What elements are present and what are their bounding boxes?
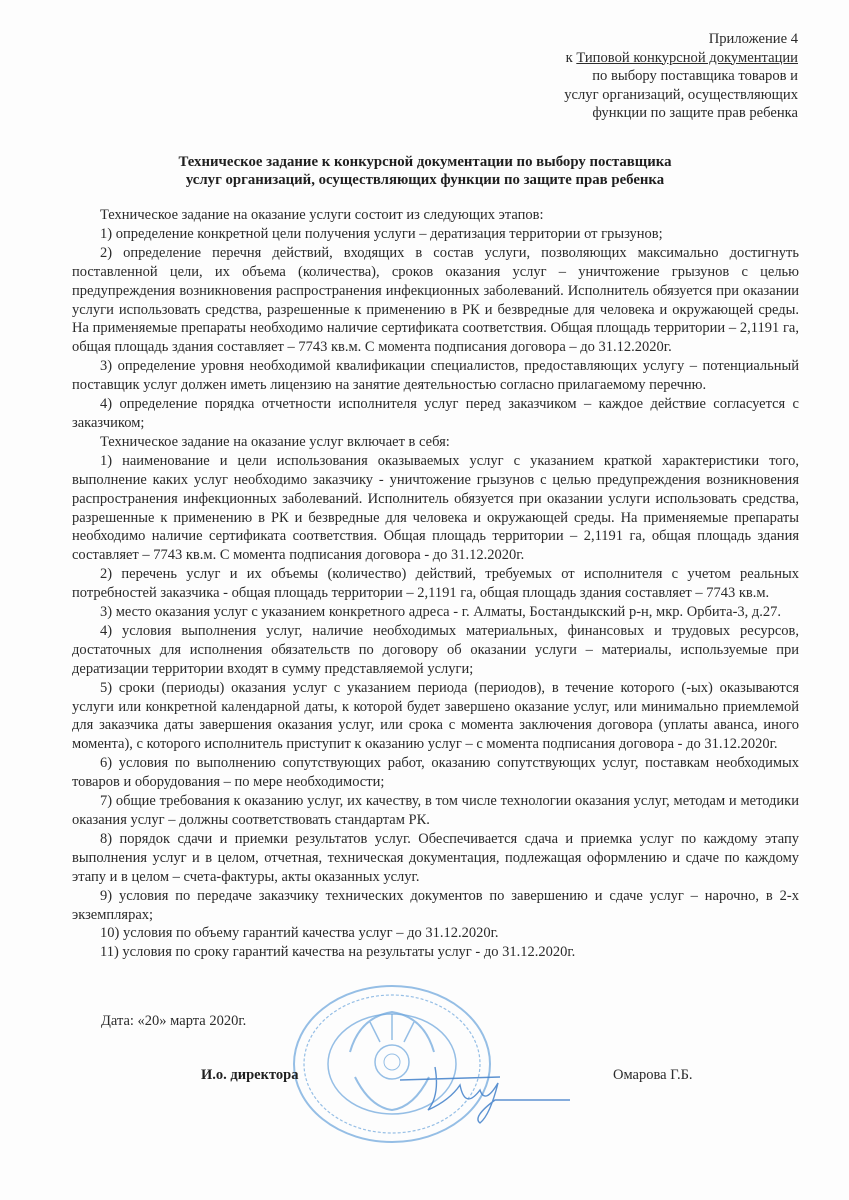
appendix-prefix: к [565,49,577,66]
paragraph: 2) перечень услуг и их объемы (количество) действий, требуемых от исполнителя с учетом реальных потребностей заказчика - общая площадь территории – 2,1191 га, общая площадь здания составляет – 7743 кв.м. [72,566,799,602]
appendix-line: услуг организаций, осуществляющих [564,86,798,103]
title-line: Техническое задание к конкурсной документации по выбору поставщика [178,154,672,170]
appendix-line [564,49,798,68]
paragraph: 3) определение уровня необходимой квалификации специалистов, предоставляющих услугу – потенциальный поставщик услуг должен иметь лицензию на занятие деятельностью согласно прилагаемому перечню. [72,358,799,394]
paragraph: 10) условия по объему гарантий качества услуг – до 31.12.2020г. [100,925,499,942]
document-title [100,153,750,189]
paragraph: 6) условия по выполнению сопутствующих работ, оказанию сопутствующих услуг, поставкам необходимых товаров и оборудования – по мере необходимости; [72,755,799,791]
paragraph: 1) наименование и цели использования оказываемых услуг с указанием краткой характеристики того, выполнение каких услуг необходимо заказчику - уничтожение грызунов с целью предупреждения возникновения распространения инфекционных заболеваний. Исполнитель обязуется при оказании услуги использовать средства, разрешенные к применению в РК и безвредные для человека и окружающей среды. На применяемые препараты необходимо наличие сертификата соответствия. Общая площадь территории – 2,1191 га, общая площадь здания составляет – 7743 кв.м. С момента подписания договора - до 31.12.2020г. [72,452,799,564]
appendix-link-text: Типовой конкурсной документации [576,49,798,66]
document-date: Дата: «20» марта 2020г. [101,1013,247,1029]
signatory-name: Омарова Г.Б. [613,1067,693,1083]
appendix-line: Приложение 4 [708,31,798,47]
appendix-line: по выбору поставщика товаров и [592,68,798,85]
paragraph: 11) условия по сроку гарантий качества на результаты услуг - до 31.12.2020г. [100,944,576,961]
paragraph: 4) условия выполнения услуг, наличие необходимых материальных, финансовых и трудовых ресурсов, достаточных для исполнения обязательств по договору об оказании услуги – материалы, используемые при дератизации территории входят в сумму представляемой услуги; [72,622,799,677]
paragraph: 5) сроки (периоды) оказания услуг с указанием периода (периодов), в течение которого (-ых) оказываются услуги или конкретной календарной даты, к которой будет завершено оказание услуг, или минимально приемлемой для заказчика даты завершения оказания услуг, или срока с момента заключения договора (уплаты аванса, иного момента), с которого исполнитель приступит к оказанию услуг – с момента подписания договора - до 31.12.2020г. [72,679,799,753]
paragraph: 2) определение перечня действий, входящих в состав услуги, позволяющих максимально достигнуть поставленной цели, их объема (количества), сроков оказания услуг – уничтожение грызунов с целью предупреждения возникновения распространения инфекционных заболеваний. Исполнитель обязуется при оказании услуги использовать средства, разрешенные к применению в РК и безвредные для человека и окружающей среды. На применяемые препараты необходимо наличие сертификата соответствия. Общая площадь территории – 2,1191 га, общая площадь здания составляет – 7743 кв.м. С момента подписания договора – до 31.12.2020г. [72,244,799,356]
paragraph: 9) условия по передаче заказчику технических документов по завершению и сдаче услуг – нарочно, в 2-х экземплярах; [72,887,799,923]
document-body [72,206,799,962]
paragraph: 3) место оказания услуг с указанием конкретного адреса - г. Алматы, Бостандыкский р-н, мкр. Орбита-3, д.27. [100,604,782,621]
paragraph: 7) общие требования к оказанию услуг, их качеству, в том числе технологии оказания услуг, методам и методики оказания услуг – должны соответствовать стандартам РК. [72,793,799,828]
paragraph: Техническое задание на оказание услуг включает в себя: [100,433,450,450]
paragraph: 8) порядок сдачи и приемки результатов услуг. Обеспечивается сдача и приемка услуг по каждому этапу выполнения услуг и в целом, отчетная, техническая документация, подлежащая оформлению и сдаче по каждому этапу и в целом – счета-фактуры, акты оказанных услуг. [72,830,799,885]
title-line: услуг организаций, осуществляющих функции по защите прав ребенка [185,172,665,188]
paragraph: 4) определение порядка отчетности исполнителя услуг перед заказчиком – каждое действие согласуется с заказчиком; [72,396,799,431]
appendix-line: функции по защите прав ребенка [592,105,798,122]
appendix-header [564,30,798,123]
signatory-position: И.о. директора [201,1067,299,1083]
handwritten-signature [380,1055,580,1125]
paragraph: 1) определение конкретной цели получения услуги – дератизация территории от грызунов; [100,225,663,242]
paragraph: Техническое задание на оказание услуги состоит из следующих этапов: [100,207,544,223]
